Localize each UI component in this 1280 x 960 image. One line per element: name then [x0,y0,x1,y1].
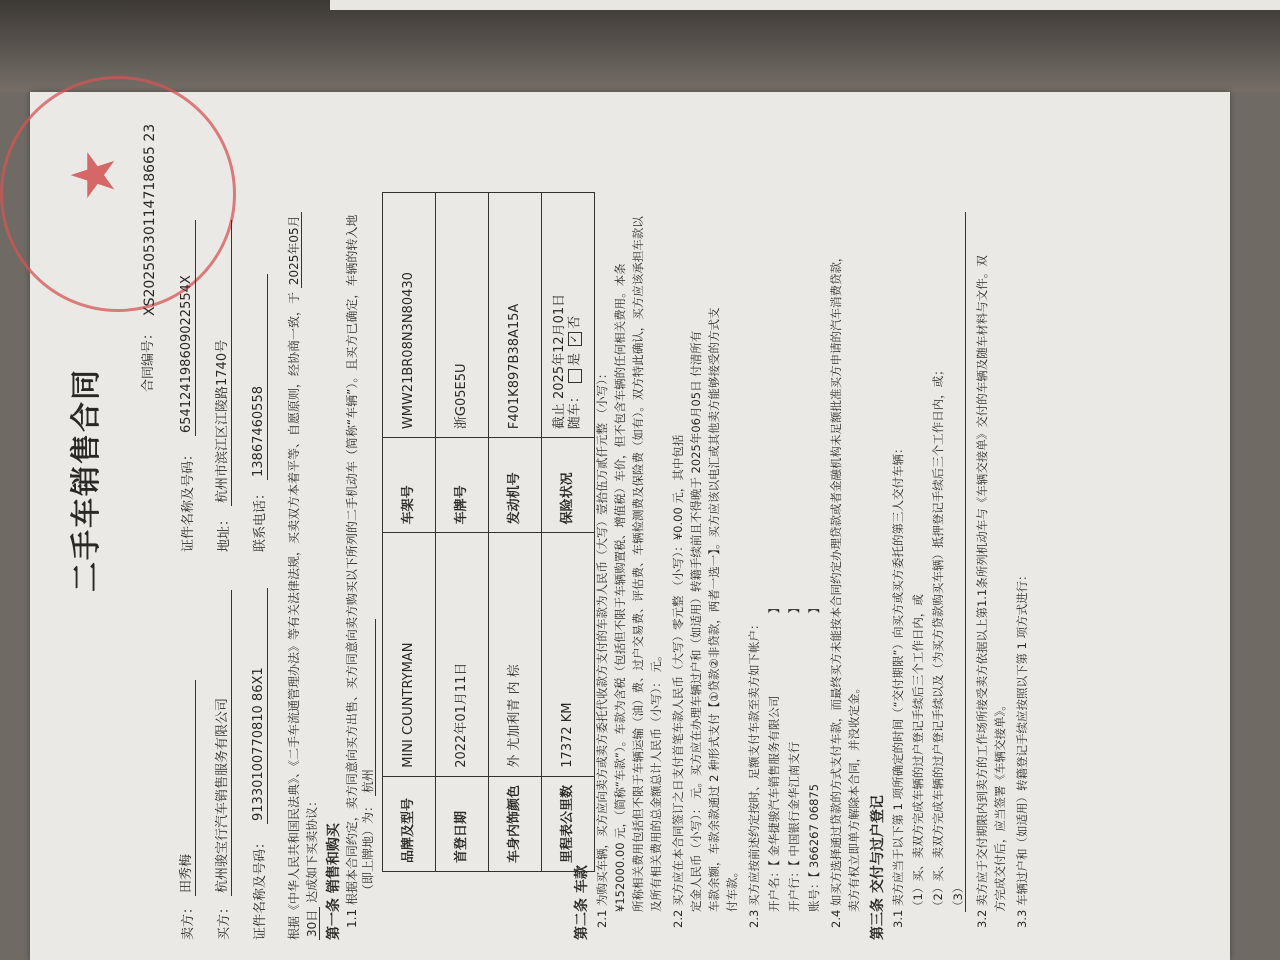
seller-name: 田秀梅 [180,680,196,896]
account-line: 账号：【 366267 06875 】 [807,602,821,912]
preamble-tail: 达成如下买卖协议： [305,794,319,903]
preamble-line2 [306,795,320,940]
article2-2-line3: 车款余额，车款余款通过 2 种形式支付【①贷款②非贷款，两者一选一】。买方应该以电汇或其他卖方能够接受的方式支 [707,307,721,912]
seller-id-label: 证件名称及号码： [181,447,196,552]
table-row [383,193,436,872]
bank-name: 中国银行金华江南支行 [787,741,801,857]
with-car-label: 随车： [567,390,583,430]
plate-value: 浙G05E5U [436,193,489,438]
table-row [436,193,489,872]
no-label: 否 [567,315,583,329]
article3-1-option3: （3） [952,212,966,912]
article2-2-line1: 2.2 买方应在本合同签订之日支付首笔车款人民币（大写）零元整 （小写）：¥0.00 元，其中包括 [671,434,685,928]
mileage-header: 里程表公里数 [542,776,595,871]
table-row [542,193,595,872]
buyer-id-label: 证件名称及号码： [253,835,268,940]
article3-2-line1: 3.2 卖方应于交付期限内到卖方的工作场所接受卖方依据以上第1.1条所列机动车与《车辆交接单》交付的车辆及随车材料与文件。双 [975,255,989,928]
seal-star-icon: ★ [59,148,129,202]
buyer-phone-label: 联系电话： [253,486,268,552]
buyer-addr-label: 地址： [217,512,232,552]
insurance-value [542,193,595,438]
engine-header: 发动机号 [489,438,542,533]
vehicle-info-table [382,192,595,872]
article2-1-line2: ¥152000.00 元，（简称“车款”）。车款为含税（包括但不限于车辆购置税、增值税）车价，但不包含车辆的任何相关费用。本条 [613,263,627,912]
contract-paper [30,92,1230,960]
bank-label: 开户行：【 [787,860,801,912]
insurance-header: 保险状况 [542,438,595,533]
preamble-line1 [288,212,302,940]
article2-3-text: 2.3 买方应按前述约定按时、足额支付车款至卖方如下帐户： [747,618,761,928]
contract-title: 二手车销售合同 [69,368,104,592]
article2-1-line1 [596,368,609,928]
buyer-label: 买方： [217,900,232,940]
account-label: 账号：【 [807,871,821,912]
contract-no-label: 合同编号： [141,326,156,392]
color-header: 车身内饰颜色 [489,776,542,871]
engine-value: F401K897B38A15A [489,193,542,438]
buyer-phone: 13867460558 [252,274,268,480]
article2-title: 第二条 车款 [574,865,590,940]
with-car-line [568,201,583,429]
article2-1-small: （小写）： [595,367,609,420]
article1-1-text: 1.1 根据本合同约定，卖方同意向买方出售、买方同意向卖方购买以下所列的二手机动车（简称“车辆”）。且买方已确定，车辆的转入地 [345,214,359,928]
article2-1-text: 2.1 为购买车辆，买方应向卖方或卖方委托代收款方支付的车款为人民币（大写）壹拾伍万贰仟元整 [595,423,609,928]
table-row [489,193,542,872]
article2-4-line1: 2.4 如买方选择通过贷款的方式支付车款，而最终买方未能按本合同约定办理贷款或者金融机构未足额批准买方申请的汽车消费贷款， [829,250,843,928]
plate-header: 车牌号 [436,438,489,533]
buyer-address: 杭州市滨江区江陵路1740号 [216,220,232,506]
article2-1-line4: 及所有相关费用的总金额总计人民币（小写）： 元。 [649,649,663,912]
account-name-label: 开户名：【 [767,860,781,912]
buyer-name: 杭州骏宝行汽车销售服务有限公司 [216,590,232,896]
brand-value: MINI COUNTRYMAN [383,533,436,776]
reg-date-value: 2022年01月11日 [436,533,489,776]
city-label: （即上牌地）为： [361,799,375,896]
no-checkbox[interactable]: ✓ [568,332,582,346]
article2-2-line2: 定金人民币（小写）： 元。买方应在办理车辆过户和（如适用）转籍手续前且不得晚于 2025年06月05日 付清所有 [689,330,703,912]
transfer-city: 杭州 [361,619,376,796]
reg-date-header: 首登日期 [436,776,489,871]
bank-line: 开户行：【 中国银行金华江南支行 】 [787,602,801,912]
background-light [330,0,1280,10]
brand-header: 品牌及型号 [383,776,436,871]
vin-value: WMW21BR08N3N80430 [383,193,436,438]
article3-3-text: 3.3 车辆过户和（如适用）转籍登记手续应按照以下第 1 项方式进行： [1015,569,1029,928]
article3-title: 第三条 交付与过户登记 [870,795,886,940]
vin-header: 车架号 [383,438,436,533]
seller-label: 卖方： [181,900,196,940]
insurance-date: 截止 2025年12月01日 [551,293,567,430]
preamble-text: 根据《中华人民共和国民法典》、《二手车流通管理办法》等有关法律法规，买卖双方本着平等、自愿原则，经协商一致，于 [287,291,301,940]
article3-1-option2: （2）买、卖双方完成车辆的过户登记手续以及（为买方贷款购买车辆）抵押登记手续后三个工作日内，或； [931,364,945,912]
article3-1-option1: （1）买、卖双方完成车辆的过户登记手续后三个工作日内，或 [911,594,925,912]
article3-2-line2: 方完成交付后，应当签署《车辆交接单》。 [993,699,1007,912]
preamble-day: 30日 [305,907,320,940]
color-value: 外 尤加利青 内 棕 [489,533,542,776]
yes-checkbox[interactable] [568,369,582,383]
buyer-id: 91330100770810 86X1 [252,588,268,824]
contract-no: XS20250530114718665 23 [142,123,158,316]
mileage-value: 17372 KM [542,533,595,776]
seller-id: 654124198609022554X [180,220,196,436]
article1-title: 第一条 销售和购买 [326,823,342,940]
article2-2-line4: 付车款。 [725,866,739,912]
account-number: 366267 06875 [807,783,821,869]
article2-1-line3: 所称相关费用包括但不限于车辆运输（油）费、过户交易费、评估费、车辆检测费及保险费（如有）。双方特此确认，买方应该承担车款以 [631,216,645,912]
background-desk [0,0,1280,92]
contract-sheet [30,92,1230,952]
article2-4-line2: 卖方有权立即单方解除本合同，并没收定金。 [847,682,861,912]
account-name-line: 开户名：【 金华捷骏汽车销售服务有限公司 】 [767,602,781,912]
account-name: 金华捷骏汽车销售服务有限公司 [767,695,781,857]
yes-label: 是 [567,352,583,366]
article3-1-text: 3.1 卖方应当于以下第 1 项所确定的时间（“交付期限”）向买方或买方委托的第三人交付车辆： [891,442,905,928]
preamble-date: 2025年05月 [287,212,302,288]
article1-1-city-line [362,619,376,896]
